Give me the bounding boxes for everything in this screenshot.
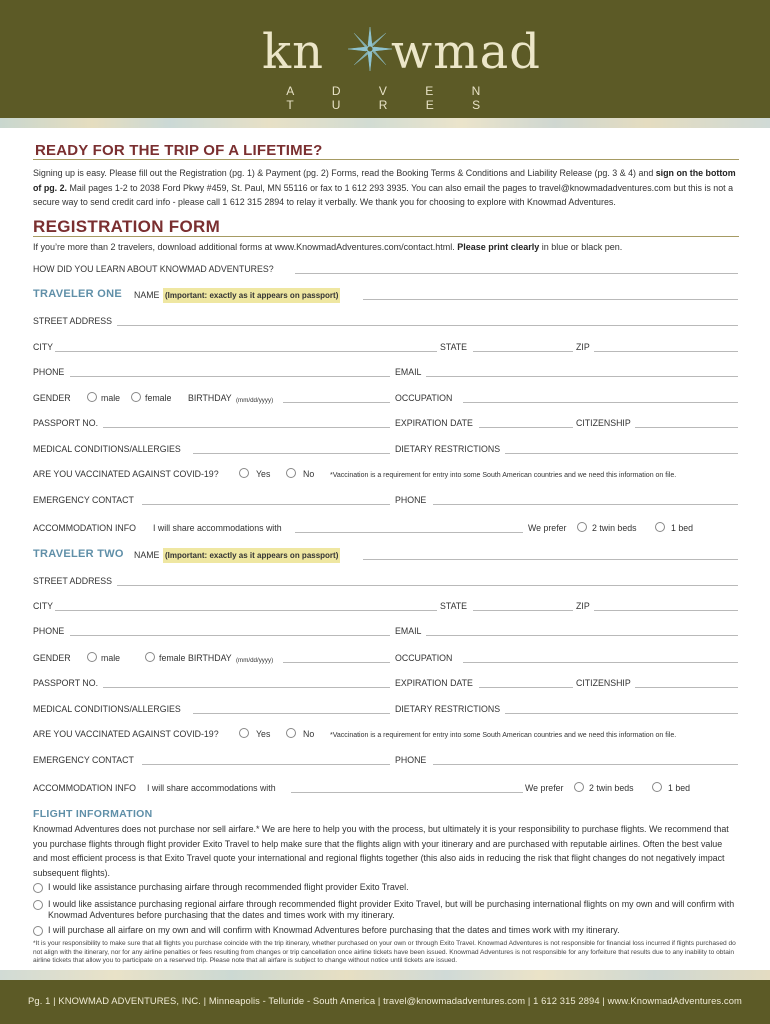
- citizenship-label: CITIZENSHIP: [576, 418, 631, 428]
- print-note-tail: in blue or black pen.: [539, 242, 623, 252]
- dietary-label: DIETARY RESTRICTIONS: [395, 704, 501, 714]
- covid-label: ARE YOU VACCINATED AGAINST COVID-19?: [33, 729, 219, 739]
- passport-name-note: (Important: exactly as it appears on passport): [163, 548, 340, 563]
- header-band: [0, 0, 770, 118]
- traveler-one-city-field[interactable]: [55, 351, 437, 352]
- share-with-label: I will share accommodations with: [147, 783, 276, 793]
- twin-beds-radio[interactable]: [577, 522, 587, 532]
- logo-tagline: A D V E N T U R E S: [286, 84, 498, 112]
- covid-no-radio[interactable]: [286, 728, 296, 738]
- twin-beds-radio[interactable]: [574, 782, 584, 792]
- traveler-one-dietary-field[interactable]: [505, 453, 738, 454]
- intro-paragraph: [33, 166, 739, 210]
- city-label: CITY: [33, 601, 54, 611]
- covid-no-radio[interactable]: [286, 468, 296, 478]
- male-radio[interactable]: [87, 652, 97, 662]
- vaccine-note: *Vaccination is a requirement for entry into some South American countries and we need this information on file.: [330, 732, 677, 739]
- emergency-label: EMERGENCY CONTACT: [33, 495, 134, 505]
- traveler-two-street-row: [33, 575, 738, 589]
- traveler-two-expiration-field[interactable]: [479, 687, 573, 688]
- birthday-label: BIRTHDAY: [188, 653, 232, 663]
- male-radio[interactable]: [87, 392, 97, 402]
- traveler-two-occupation-field[interactable]: [463, 662, 738, 663]
- traveler-two-city-field[interactable]: [55, 610, 437, 611]
- street-label: STREET ADDRESS: [33, 576, 113, 586]
- street-label: STREET ADDRESS: [33, 316, 113, 326]
- traveler-two-phone-field[interactable]: [70, 635, 390, 636]
- name-label: NAME: [134, 290, 160, 300]
- share-with-label: I will share accommodations with: [153, 523, 282, 533]
- how-learn-label: HOW DID YOU LEARN ABOUT KNOWMAD ADVENTURES?: [33, 264, 274, 274]
- covid-no-label: No: [303, 729, 315, 739]
- traveler-two-state-field[interactable]: [473, 610, 573, 611]
- birthday-format: (mm/dd/yyyy): [236, 397, 274, 404]
- email-label: EMAIL: [395, 626, 422, 636]
- one-bed-label: 1 bed: [668, 783, 691, 793]
- knowmad-logo: [262, 22, 541, 112]
- medical-label: MEDICAL CONDITIONS/ALLERGIES: [33, 444, 181, 454]
- traveler-one-expiration-field[interactable]: [479, 427, 573, 428]
- male-label: male: [101, 393, 121, 403]
- covid-yes-label: Yes: [256, 729, 271, 739]
- traveler-one-passport-field[interactable]: [103, 427, 390, 428]
- traveler-two-emergency-phone-field[interactable]: [433, 764, 738, 765]
- covid-yes-radio[interactable]: [239, 728, 249, 738]
- accommodation-label: ACCOMMODATION INFO: [33, 783, 136, 793]
- traveler-two-emergency-row: [33, 754, 738, 768]
- zip-label: ZIP: [576, 601, 590, 611]
- dietary-label: DIETARY RESTRICTIONS: [395, 444, 501, 454]
- female-label: female: [145, 393, 172, 403]
- traveler-two-emergency-field[interactable]: [142, 764, 390, 765]
- footer-band: [0, 980, 770, 1024]
- emergency-label: EMERGENCY CONTACT: [33, 755, 134, 765]
- logo-text-right: wmad: [391, 24, 541, 80]
- traveler-one-street-row: [33, 315, 738, 329]
- traveler-two-email-field[interactable]: [426, 635, 738, 636]
- covid-yes-label: Yes: [256, 469, 271, 479]
- intro-text-1: Signing up is easy. Please fill out the Registration (pg. 1) & Payment (pg. 2) Forms, read the Booking Terms & Conditions and Liability Release (pg. 3 & 4) and: [33, 168, 656, 178]
- flight-option-1-label: I would like assistance purchasing airfare through recommended flight provider Exito Travel.: [48, 882, 409, 892]
- traveler-one-share-field[interactable]: [295, 532, 523, 533]
- phone-label: PHONE: [33, 626, 65, 636]
- traveler-one-name-row: [33, 289, 738, 303]
- email-label: EMAIL: [395, 367, 422, 377]
- covid-no-label: No: [303, 469, 315, 479]
- traveler-two-dietary-field[interactable]: [505, 713, 738, 714]
- traveler-two-name-field[interactable]: [363, 559, 738, 560]
- traveler-one-accommodation-row: [33, 522, 738, 536]
- footer-contact: Pg. 1 | KNOWMAD ADVENTURES, INC. | Minneapolis - Telluride - South America | travel@knowmadadventures.com | 1 612 315 2894 | www.KnowmadAdventures.com: [28, 995, 742, 1006]
- intro-bold: sign on the bottom of pg. 2.: [33, 168, 736, 193]
- emergency-phone-label: PHONE: [395, 755, 427, 765]
- one-bed-radio[interactable]: [652, 782, 662, 792]
- title-rule: [33, 159, 739, 160]
- page-title: READY FOR THE TRIP OF A LIFETIME?: [35, 142, 323, 159]
- traveler-one-phone-row: [33, 366, 738, 380]
- traveler-two-medical-field[interactable]: [193, 713, 390, 714]
- birthday-format: (mm/dd/yyyy): [236, 657, 274, 664]
- accommodation-label: ACCOMMODATION INFO: [33, 523, 136, 533]
- traveler-one-occupation-field[interactable]: [463, 402, 738, 403]
- twin-beds-label: 2 twin beds: [589, 783, 634, 793]
- traveler-one-emergency-row: [33, 494, 738, 508]
- traveler-one-heading: TRAVELER ONE: [33, 288, 122, 300]
- traveler-two-zip-field[interactable]: [594, 610, 738, 611]
- traveler-two-citizenship-field[interactable]: [635, 687, 738, 688]
- traveler-one-covid-row: [33, 468, 738, 482]
- male-label: male: [101, 653, 121, 663]
- traveler-one-state-field[interactable]: [473, 351, 573, 352]
- gender-label: GENDER: [33, 653, 71, 663]
- traveler-one-passport-row: [33, 417, 738, 431]
- traveler-two-medical-row: [33, 703, 738, 717]
- zip-label: ZIP: [576, 342, 590, 352]
- flight-option-2-radio[interactable]: [33, 900, 43, 910]
- traveler-two-passport-row: [33, 677, 738, 691]
- traveler-one-email-field[interactable]: [426, 376, 738, 377]
- traveler-one-citizenship-field[interactable]: [635, 427, 738, 428]
- covid-label: ARE YOU VACCINATED AGAINST COVID-19?: [33, 469, 219, 479]
- map-decoration-top: [0, 118, 770, 128]
- flight-option-3-label: I will purchase all airfare on my own and will confirm with Knowmad Adventures before purchasing that the dates and times work with my itinerary.: [48, 925, 620, 935]
- print-note: [33, 242, 622, 252]
- passport-label: PASSPORT NO.: [33, 418, 99, 428]
- how-learn-row: [33, 263, 738, 277]
- city-label: CITY: [33, 342, 54, 352]
- one-bed-label: 1 bed: [671, 523, 694, 533]
- occupation-label: OCCUPATION: [395, 393, 453, 403]
- covid-yes-radio[interactable]: [239, 468, 249, 478]
- expiration-label: EXPIRATION DATE: [395, 418, 473, 428]
- traveler-one-street-field[interactable]: [117, 325, 738, 326]
- traveler-one-emergency-phone-field[interactable]: [433, 504, 738, 505]
- traveler-one-name-field[interactable]: [363, 299, 738, 300]
- state-label: STATE: [440, 601, 468, 611]
- we-prefer-label: We prefer: [525, 783, 564, 793]
- traveler-one-birthday-field[interactable]: [283, 402, 390, 403]
- print-note-text: If you’re more than 2 travelers, download additional forms at www.KnowmadAdventures.com/contact.html.: [33, 242, 458, 252]
- traveler-two-city-row: [33, 600, 738, 614]
- vaccine-note: *Vaccination is a requirement for entry into some South American countries and we need this information on file.: [330, 472, 677, 479]
- traveler-one-gender-row: [33, 392, 738, 406]
- phone-label: PHONE: [33, 367, 65, 377]
- passport-label: PASSPORT NO.: [33, 678, 99, 688]
- traveler-two-heading: TRAVELER TWO: [33, 548, 124, 560]
- map-decoration-bottom: [0, 970, 770, 980]
- print-note-bold: Please print clearly: [457, 242, 540, 252]
- flight-option-1-radio[interactable]: [33, 883, 43, 893]
- name-label: NAME: [134, 550, 160, 560]
- logo-text-left: kn: [262, 24, 324, 80]
- traveler-two-phone-row: [33, 625, 738, 639]
- traveler-two-gender-row: [33, 652, 738, 666]
- medical-label: MEDICAL CONDITIONS/ALLERGIES: [33, 704, 181, 714]
- emergency-phone-label: PHONE: [395, 495, 427, 505]
- female-label: female: [159, 653, 186, 663]
- female-radio[interactable]: [131, 392, 141, 402]
- occupation-label: OCCUPATION: [395, 653, 453, 663]
- expiration-label: EXPIRATION DATE: [395, 678, 473, 688]
- flight-option-3-radio[interactable]: [33, 926, 43, 936]
- traveler-one-city-row: [33, 341, 738, 355]
- flight-option-2-label: I would like assistance purchasing regional airfare through recommended flight provider Exito Travel, but will be purchasing international flights on my own and will confirm with Knowmad Adventures before purchasing that the dates and times work with my itinerary.: [48, 899, 735, 920]
- traveler-two-name-row: [33, 549, 738, 563]
- form-title: REGISTRATION FORM: [33, 217, 221, 236]
- traveler-one-medical-field[interactable]: [193, 453, 390, 454]
- passport-name-note: (Important: exactly as it appears on passport): [163, 288, 340, 303]
- traveler-two-passport-field[interactable]: [103, 687, 390, 688]
- traveler-two-accommodation-row: [33, 782, 738, 796]
- traveler-two-covid-row: [33, 728, 738, 742]
- traveler-two-share-field[interactable]: [291, 792, 523, 793]
- female-radio[interactable]: [145, 652, 155, 662]
- gender-label: GENDER: [33, 393, 71, 403]
- twin-beds-label: 2 twin beds: [592, 523, 637, 533]
- traveler-one-zip-field[interactable]: [594, 351, 738, 352]
- flight-heading: FLIGHT INFORMATION: [33, 808, 153, 820]
- traveler-one-medical-row: [33, 443, 738, 457]
- compass-star-icon: [348, 27, 392, 71]
- traveler-two-birthday-field[interactable]: [283, 662, 390, 663]
- traveler-two-street-field[interactable]: [117, 585, 738, 586]
- one-bed-radio[interactable]: [655, 522, 665, 532]
- we-prefer-label: We prefer: [528, 523, 567, 533]
- intro-text-2: Mail pages 1-2 to 2038 Ford Pkwy #459, St. Paul, MN 55116 or fax to 1 612 293 3935. You can also email the pages to travel@knowmadadventures.com but this is not a secure way to send credit card info - please call 1 612 315 2894 to relay it verbally. We thank you for choosing to explore with Knowmad Adventures.: [33, 182, 734, 207]
- birthday-label: BIRTHDAY: [188, 393, 232, 403]
- traveler-one-phone-field[interactable]: [70, 376, 390, 377]
- how-learn-field[interactable]: [295, 273, 738, 274]
- citizenship-label: CITIZENSHIP: [576, 678, 631, 688]
- state-label: STATE: [440, 342, 468, 352]
- form-title-rule: [33, 236, 739, 237]
- flight-paragraph: Knowmad Adventures does not purchase nor sell airfare.* We are here to help you with the process, but ultimately it is your responsibility to purchase flights. We recommend that you purchase flights through flight provider Exito Travel to help make sure that the flights align with your itinerary and are purchased with reputable airlines. Often the best value and most efficient process is that Exito Travel quote your international and regional flights together (this also aids in reducing the risk that flight changes do not negatively impact subsequent flights).: [33, 824, 729, 878]
- flight-footnote: *It is your responsibility to make sure that all flights you purchase coincide with the trip itinerary, whether purchased on your own or through Exito Travel. Knowmad Adventures is not responsible for financial loss incurred if flights purchased do not align with the itinerary, nor for any airline penalties or fees resulting from changes or trip cancellation once airline tickets have been issued. Knowmad Adventures is not responsible for any forfeiture that results due to any inability to obtain airline tickets that allow you to participate on a reserved trip. Please note that all airfare is subject to change without notice until tickets are issued.: [33, 940, 736, 964]
- traveler-one-emergency-field[interactable]: [142, 504, 390, 505]
